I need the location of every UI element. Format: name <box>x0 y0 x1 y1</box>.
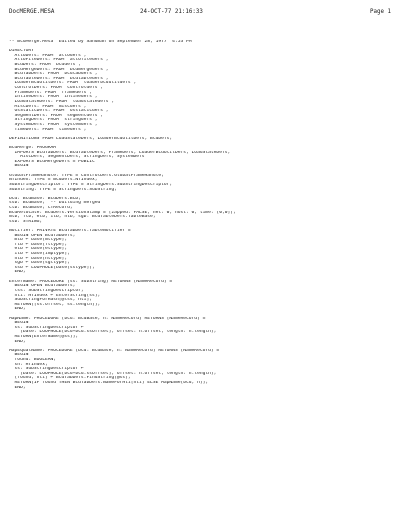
code-line: BcdRelocate: BcdDefs.VersionStamp = [zapped: FALSE, net: 0, host: 0, time: [0,0]]; <box>9 210 236 215</box>
code-line: MiscDefs: FROM "miscdefs", <box>9 104 87 109</box>
code-line: BEGIN OPEN BcdTabDefs; <box>9 284 76 289</box>
code-line: ftb ← base[fttype]; <box>9 242 68 247</box>
code-line: SubString: TYPE = StringDefs.SubString; <box>9 187 117 192</box>
code-line: AltoDefs: FROM "altodefs", <box>9 53 87 58</box>
code-line: BcdTabDefs: FROM "bcdtabdefs", <box>9 72 98 77</box>
code-line: AltoFileDefs: FROM "altofiledefs", <box>9 58 109 63</box>
code-line: BcdDefs: FROM "bcddefs", <box>9 63 81 68</box>
code-line: bcd: BcdBase: BcdDefs.BCD; <box>9 196 81 201</box>
code-line: ss: SubStringDescriptor ← <box>9 367 84 372</box>
code-line: etb ← base[ettype]; <box>9 247 68 252</box>
code-line: EXPORTS BcdMergeDefs = PUBLIC <box>9 159 95 164</box>
code-line: [base: LOOPHOLE[bcd+bcd.ssOffset], offset: n.offset, length: n.length]; <box>9 371 217 376</box>
code-line: lss: SubStringDescriptor; <box>9 288 84 293</box>
code-line: TimeDefs: FROM "timedefs"; <box>9 127 87 132</box>
code-line: ssb ← LOOPHOLE[base[sstype]]; <box>9 265 95 270</box>
code-line: SystemDefs: FROM "systemdefs", <box>9 122 98 127</box>
code-line: BEGIN <box>9 321 29 326</box>
code-line: END; <box>9 270 26 275</box>
code-line: mtb, ftb, etb, itb, ntb, sgb: BcdTableDefs.TableBase; <box>9 215 156 220</box>
code-line: sn: HTIndex; <box>9 362 48 367</box>
code-line: END; <box>9 339 26 344</box>
code-line: END; <box>9 307 26 312</box>
page-number: Page 1 <box>370 9 391 15</box>
code-line: ControlDefs: FROM "controldefs", <box>9 86 104 91</box>
file-name: DocMERGE.MESA <box>9 9 55 15</box>
code-line: MiscDefs, SegmentDefs, StringDefs, SystemDefs <box>9 155 145 160</box>
code-line: sgb ← base[sgttype]; <box>9 261 70 266</box>
code-line: SubStringForHash[@lss, hti]; <box>9 298 92 303</box>
code-line: NTIndex: TYPE = BcdDefs.NTIndex; <box>9 178 98 183</box>
code-line: BEGIN <box>9 164 29 169</box>
code-line: BcdMerge: PROGRAM <box>9 146 57 151</box>
code-line: mtb ← base[mttype]; <box>9 238 68 243</box>
print-timestamp: 24-OCT-77 21:16:33 <box>140 9 203 15</box>
code-line: LoadStateDefs: FROM "loadstatedefs", <box>9 99 115 104</box>
code-line: GlobalFrameHandle: TYPE = ControlDefs.GlobalFrameHandle; <box>9 173 164 178</box>
code-line: ss: SubStringDescriptor ← <box>9 325 84 330</box>
code-line: FrameDefs: FROM "framedefs", <box>9 90 92 95</box>
code-line: InlineDefs: FROM "inlinedefs", <box>9 95 98 100</box>
code-line: RETURN[EnterName[@ss]]; <box>9 335 79 339</box>
code-line: [found, hti] ← BcdTabDefs.FindString[@ss]; <box>9 376 131 381</box>
code-line: DIRECTORY <box>9 49 34 54</box>
code-line: BEGIN <box>9 353 29 358</box>
code-line: Notifier: PRIVATE BcdTabDefs.TableNotifier = <box>9 228 131 233</box>
code-line: hti: HTIndex ← EnterString[ss]; <box>9 293 101 298</box>
code-line: SegmentDefs: FROM "segmentdefs", <box>9 113 104 118</box>
code-line: ssb: STRING; <box>9 219 43 224</box>
code-line: OsStaticDefs: FROM "osstaticdefs", <box>9 109 109 114</box>
code-line: [base: LOOPHOLE[bcd+bcd.ssOffset], offset: n.offset, length: n.length]; <box>9 330 217 335</box>
code-line: ntb ← base[nttype]; <box>9 256 68 261</box>
code-line: END; <box>9 385 26 390</box>
code-line: MapName: PROCEDURE [bcd: BcdBase, n: NameRecord] RETURNS [NameRecord] = <box>9 316 206 321</box>
code-line: BcdMergeDefs: FROM "bcdmergedefs", <box>9 67 109 72</box>
code-line: ssb: BcdBase; -- building merged <box>9 201 101 206</box>
code-line: found: BOOLEAN; <box>9 358 57 363</box>
code-line: RETURN[[ss.offset, ss.length]]; <box>9 302 101 307</box>
code-line: MapEqualName: PROCEDURE [bcd: BcdBase, n: NameRecord] RETURNS [NameRecord] = <box>9 348 220 353</box>
code-line: EnterName: PROCEDURE [ss: SubString] RETURNS [NameRecord] = <box>9 279 173 284</box>
code-line: BEGIN OPEN BcdTabDefs; <box>9 233 76 238</box>
code-line: StringDefs: FROM "stringdefs", <box>9 118 98 123</box>
code-line: LoaderBcdUtilDefs: FROM "loaderbcdutildefs", <box>9 81 137 86</box>
code-line: ctb: BcdBase; CTRecord; <box>9 205 73 210</box>
code-line: itb ← base[imptype]; <box>9 252 70 257</box>
code-line: BcdTableDefs: FROM "bcdtabledefs", <box>9 76 109 81</box>
code-line: IMPORTS BcdTabDefs: BcdTableDefs, FrameDefs, LoaderBcdUtilDefs, LoadStateDefs, <box>9 150 231 155</box>
code-line: RETURN[IF found THEN BcdTabDefs.NameForHti[hti] ELSE MapName[bcd, n]]; <box>9 381 209 386</box>
code-line: DEFINITIONS FROM LoadStateDefs, LoaderBcdUtilDefs, BcdDefs; <box>9 136 173 141</box>
code-line: SubStringDescriptor: TYPE = StringDefs.SubStringDescriptor; <box>9 182 173 187</box>
source-listing <box>9 40 394 390</box>
code-line: -- BcdMerge.Mesa Edited by Sandman on September 28, 1977 4:53 PM <box>9 40 192 44</box>
